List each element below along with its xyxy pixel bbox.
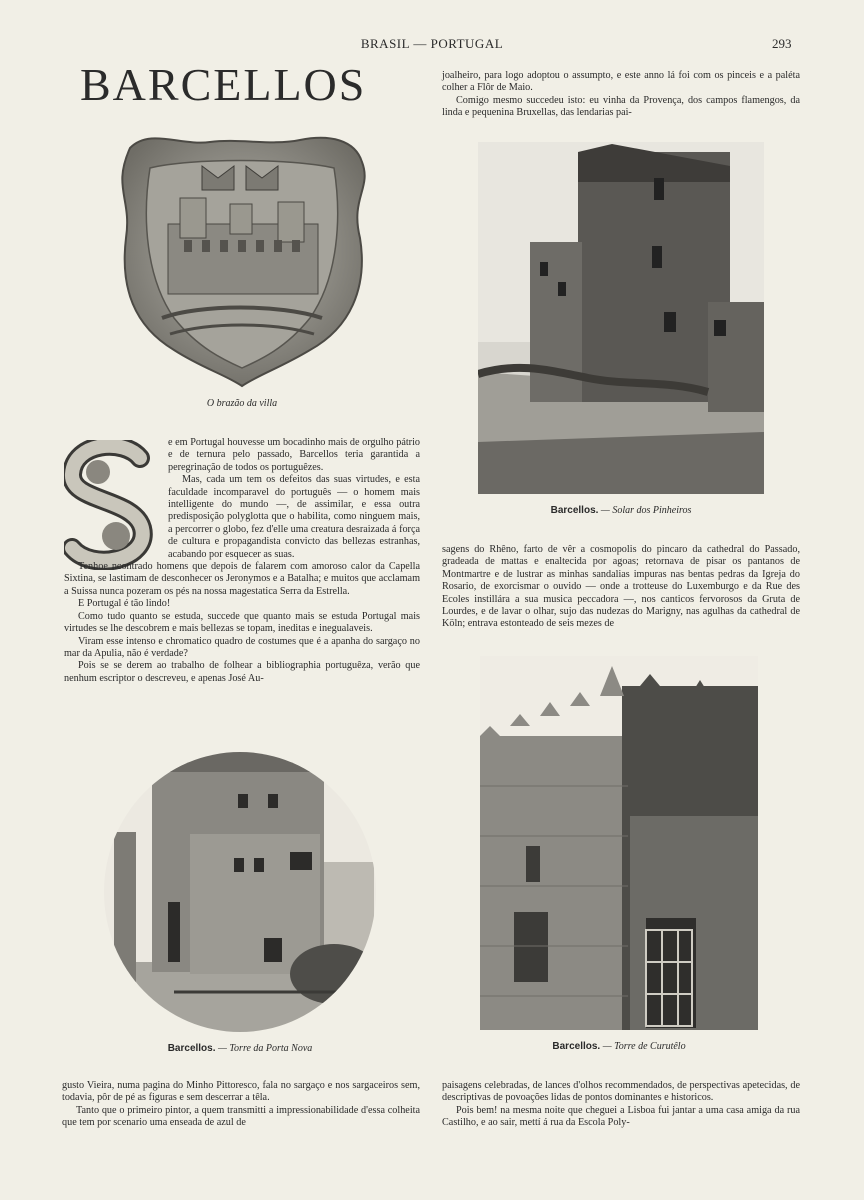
text-right-bottom bbox=[442, 1080, 800, 1130]
paragraph: Tanto que o primeiro pintor, a quem transmitti a impressionabilidade d'essa colheita que tem por scenario uma enseada de azul de bbox=[62, 1104, 420, 1129]
crest-caption: O brazão da villa bbox=[206, 398, 278, 409]
torre-porta-nova-photo bbox=[104, 742, 376, 1032]
caption-title: — Torre de Curutêlo bbox=[602, 1041, 686, 1052]
paragraph: E Portugal é tão lindo! bbox=[78, 598, 171, 610]
paragraph: Pois bem! na mesma noite que cheguei a Lisboa fui jantar a uma casa amiga da rua Castilho, e ao sair, mettí á rua da Escola Poly- bbox=[442, 1104, 800, 1129]
paragraph: joalheiro, para logo adoptou o assumpto, e este anno lá foi com os pinceis e a paléta colher a Flôr de Maio. bbox=[442, 70, 800, 94]
paragraph: Tenhoe ncontrado homens que depois de falarem com amoroso calor da Capella Sixtina, se lastimam de desconhecer os Jeronymos e a Batalha; e muitos que acclamam a Suissa nunca pozeram os pés na nossa magestatica Serra da Estrella. bbox=[64, 561, 420, 597]
paragraph: Viram esse intenso e chromatico quadro de costumes que é a apanha do sargaço no mar da Apulia, não é verdade? bbox=[64, 635, 420, 659]
paragraph: Como tudo quanto se estuda, succede que quanto mais se estuda Portugal mais virtudes se lhe descobrem e mais bellezas se topam, ineditas e inegualaveis. bbox=[64, 610, 420, 635]
page-number: 293 bbox=[772, 36, 792, 51]
solar-caption bbox=[478, 505, 764, 516]
caption-title: — Solar dos Pinheiros bbox=[600, 505, 692, 516]
article-title: BARCELLOS bbox=[80, 59, 367, 110]
curutelo-caption bbox=[480, 1041, 758, 1052]
crest-image bbox=[110, 128, 374, 390]
caption-place: Barcellos. bbox=[550, 505, 599, 516]
paragraph: Pois se se derem ao trabalho de folhear a bibliographia portuguêza, verão que nenhum escriptor o descreveu, e apenas José Au- bbox=[64, 660, 420, 684]
running-header: BRASIL — PORTUGAL bbox=[360, 36, 504, 51]
text-left-bottom bbox=[62, 1080, 420, 1130]
paragraph: sagens do Rhêno, farto de vêr a cosmopolis do pincaro da cathedral do Passado, gradeada de mattas e enaltecida por agoas; retornava de pisar os pantanos de Montmartre e de lustrar as minhas sandalias impuras nas bentas pedras da Igreja do Rosario, de exorcismar o ouvido — onde a trotteuse do Luxemburgo e da Rue des Ecoles instillára a sua musica peccadora —, nos canticos fervorosos da Gruta de Lourdes, e de lavar o olhar, sujo das nudezas do Marigny, nas agulhas da cathedral de Köln; entrava estonteado de seis mezes de bbox=[442, 544, 800, 630]
text-right-mid bbox=[442, 544, 800, 631]
torre-curutelo-photo bbox=[480, 656, 758, 1030]
paragraph: Mas, cada um tem os defeitos das suas virtudes, e esta faculdade incomparavel do português — o homem mais intelligente do mundo —, de assimilar, e essa outra predisposição polyglotta que o habilita, como ninguem mais, a percorrer o globo, fez d'elle uma creatura desraizada á força de cultura e propagandista convicto das bellezas estranhas, acabando por esquecer as suas. bbox=[168, 474, 420, 560]
porta-nova-caption bbox=[104, 1043, 376, 1054]
paragraph: e em Portugal houvesse um bocadinho mais de orgulho pátrio e de ternura pelo passado, Barcellos teria garantida a peregrinação de todos os portuguêzes. bbox=[168, 437, 420, 473]
paragraph: paisagens celebradas, de lances d'olhos recommendados, de perspectivas apetecidas, de descriptivas de povoações lidas de pontos dominantes e historicos. bbox=[442, 1080, 800, 1104]
text-right-top bbox=[442, 70, 800, 120]
text-left-main bbox=[64, 437, 420, 685]
paragraph: Comigo mesmo succedeu isto: eu vinha da Provença, dos campos flamengos, da linda e pequenina Bruxellas, das lendarias pai- bbox=[442, 94, 800, 119]
paragraph: gusto Vieira, numa pagina do Minho Pittoresco, fala no sargaço e nos sargaceiros sem, todavia, pôr de pé as figuras e sem descerrar a têla. bbox=[62, 1080, 420, 1104]
caption-place: Barcellos. bbox=[552, 1041, 601, 1052]
solar-dos-pinheiros-photo bbox=[478, 142, 764, 494]
caption-title: — Torre da Porta Nova bbox=[218, 1043, 313, 1054]
caption-place: Barcellos. bbox=[167, 1043, 216, 1054]
